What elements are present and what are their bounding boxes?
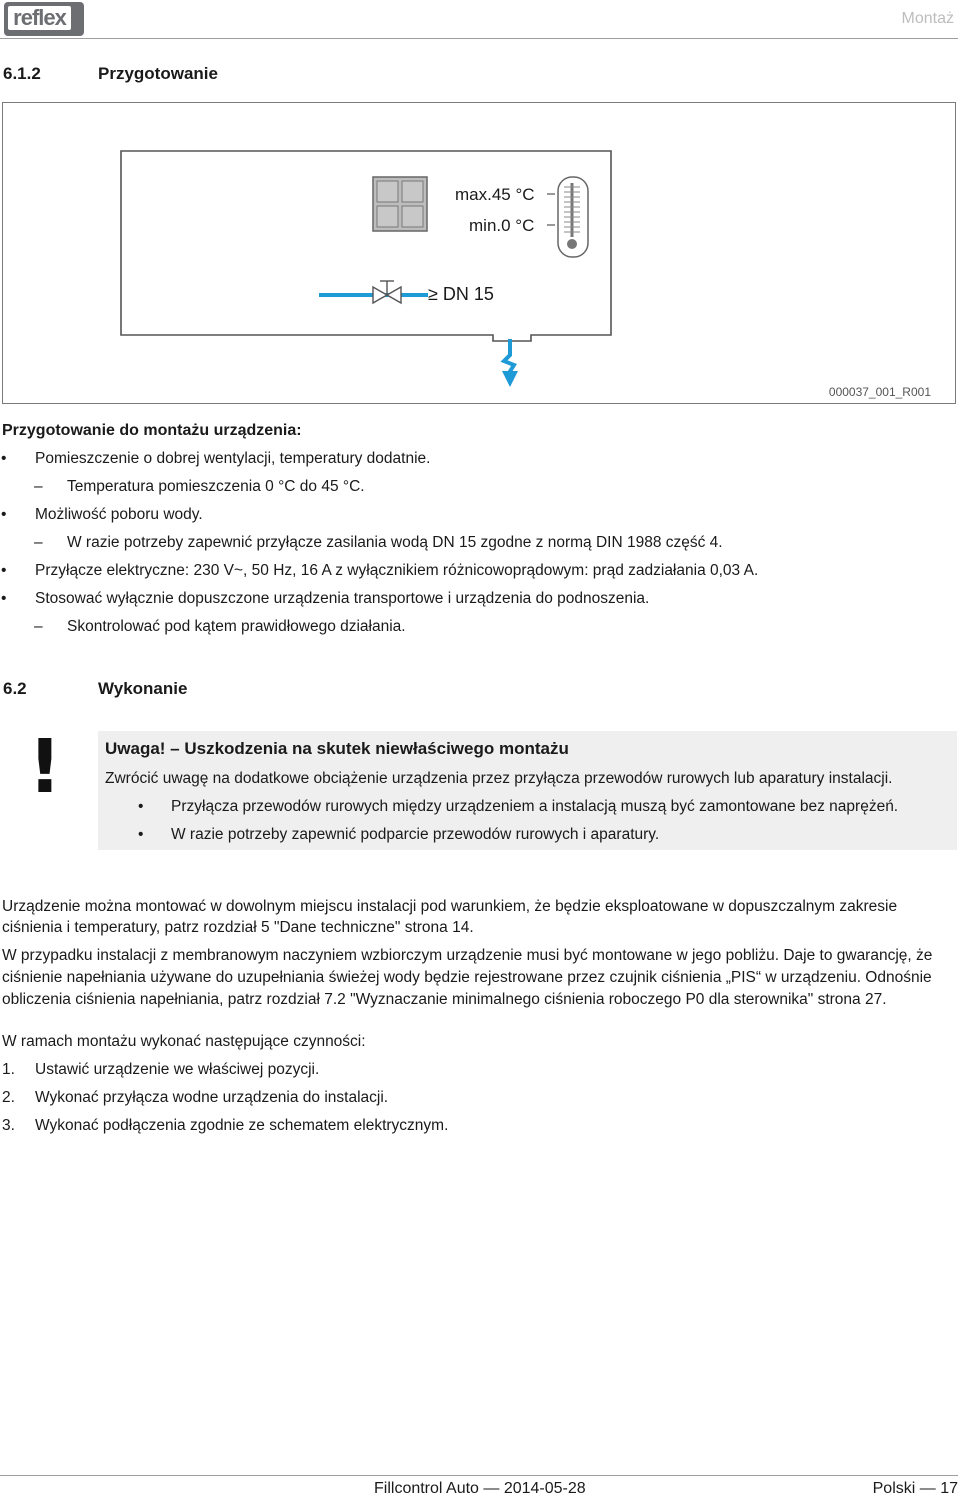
dn-label: DN 15: [442, 284, 494, 304]
step-number: 2.: [2, 1089, 15, 1106]
header-section-title: Montaż: [901, 10, 954, 27]
step-text: Wykonać podłączenia zgodnie ze schematem elektrycznym.: [35, 1117, 449, 1134]
prep-item: • Możliwość poboru wody.: [35, 505, 203, 525]
section-number: 6.1.2: [3, 64, 41, 83]
prep-item: • Pomieszczenie o dobrej wentylacji, temperatury dodatnie.: [35, 449, 430, 469]
warning-bullet: • Przyłącza przewodów rurowych między urządzeniem a instalacją muszą być zamontowane bez naprężeń.: [171, 797, 898, 817]
warning-bullet: • W razie potrzeby zapewnić podparcie przewodów rurowych i aparatury.: [171, 825, 659, 845]
prep-item: • Przyłącze elektryczne: 230 V~, 50 Hz, 16 A z wyłącznikiem różnicowoprądowym: prąd zadziałania 0,03 A.: [35, 561, 758, 581]
max-temp-label: max.45 °C: [455, 185, 535, 204]
body-paragraph: W przypadku instalacji z membranowym naczyniem wzbiorczym urządzenie musi być montowane w jego pobliżu. Daje to gwarancję, że ciśnienie napełniania używane do uzupełniania świeżej wody będzie rejestrowane przez czujnik ciśnienia „PIS“ w urządzeniu. Odnośnie obliczenia ciśnienia napełniania, patrz rozdział 7.2 "Wyznaczanie minimalnego ciśnienia roboczego P0 dla sterownika" strona 27.: [2, 947, 933, 1008]
reflex-logo: [4, 2, 84, 36]
warning-box: [98, 731, 957, 850]
logo-text: reflex: [8, 6, 71, 30]
step-text: Ustawić urządzenie we właściwej pozycji.: [35, 1061, 320, 1078]
section-heading-612: [3, 64, 218, 84]
warning-text: Zwrócić uwagę na dodatkowe obciążenie urządzenia przez przyłącza przewodów rurowych lub aparatury instalacji.: [105, 770, 893, 787]
greater-equal-icon: ≥: [428, 284, 438, 304]
footer-document-info: Fillcontrol Auto — 2014-05-28: [374, 1480, 586, 1497]
step-number: 1.: [2, 1061, 15, 1078]
min-temp-label: min.0 °C: [469, 216, 535, 235]
window-icon: [373, 177, 427, 231]
installation-figure: [2, 102, 956, 404]
room-outline: [121, 151, 611, 341]
section-number: 6.2: [3, 679, 27, 698]
body-paragraph: Urządzenie można montować w dowolnym miejscu instalacji pod warunkiem, że będzie eksploatowane w dopuszczalnym zakresie ciśnienia i temperatury, patrz rozdział 5 "Dane techniczne" strona 14.: [2, 898, 898, 936]
prep-item: – Temperatura pomieszczenia 0 °C do 45 °C.: [67, 477, 365, 497]
drain-icon: [502, 339, 518, 387]
section-title: Wykonanie: [98, 679, 188, 698]
steps-intro: W ramach montażu wykonać następujące czynności:: [2, 1033, 366, 1050]
step-number: 3.: [2, 1117, 15, 1134]
prep-item: – Skontrolować pod kątem prawidłowego działania.: [67, 617, 406, 637]
installation-diagram: [3, 103, 957, 405]
step-text: Wykonać przyłącza wodne urządzenia do instalacji.: [35, 1089, 389, 1106]
section-heading-62: [3, 679, 187, 699]
thermometer-icon: [558, 177, 588, 257]
dn-label-row: [428, 284, 494, 304]
section-title: Przygotowanie: [98, 64, 218, 83]
footer-page-info: Polski — 17: [872, 1480, 958, 1497]
warning-title: Uwaga! – Uszkodzenia na skutek niewłaściwego montażu: [105, 739, 569, 758]
valve-icon: [373, 281, 401, 303]
footer-divider: [0, 1475, 958, 1476]
prep-item: • Stosować wyłącznie dopuszczone urządzenia transportowe i urządzenia do podnoszenia.: [35, 589, 649, 609]
figure-id: 000037_001_R001: [828, 385, 931, 399]
prep-heading: Przygotowanie do montażu urządzenia:: [2, 422, 302, 439]
prep-item: – W razie potrzeby zapewnić przyłącze zasilania wodą DN 15 zgodne z normą DIN 1988 część 4.: [67, 533, 723, 553]
warning-exclamation-icon: !: [28, 724, 62, 810]
header-divider: [0, 38, 958, 39]
